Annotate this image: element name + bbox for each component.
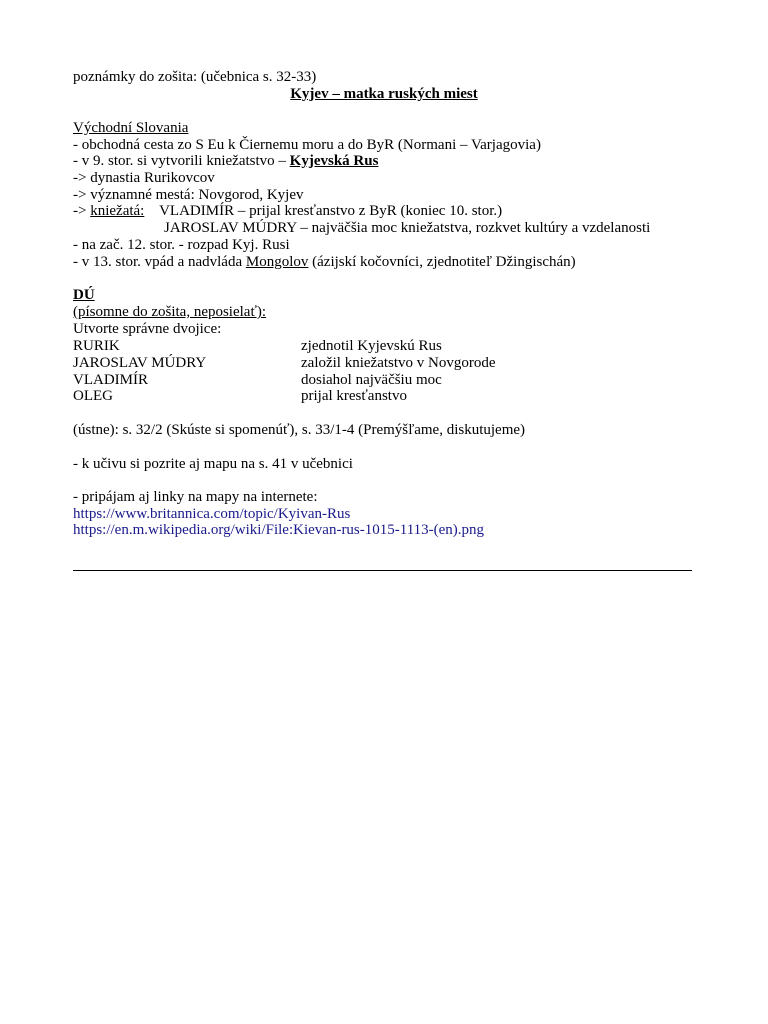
pair-left: VLADIMÍR — [73, 372, 148, 388]
pair-row — [73, 355, 496, 372]
note-text: - v 9. stor. si vytvorili kniežatstvo – — [73, 153, 290, 169]
highlight-term: Kyjevská Rus — [289, 153, 379, 169]
note-line-dynasty: -> dynastia Rurikovcov — [73, 170, 215, 186]
pair-left: OLEG — [73, 388, 113, 404]
pair-row — [73, 372, 442, 389]
britannica-link[interactable]: https://www.britannica.com/topic/Kyivan-Rus — [73, 506, 351, 522]
note-line-princes — [73, 203, 502, 220]
pair-left: JAROSLAV MÚDRY — [73, 355, 207, 371]
pair-right: zjednotil Kyjevskú Rus — [301, 338, 442, 354]
pair-right: dosiahol najväčšiu moc — [301, 372, 442, 388]
note-line-cities: -> významné mestá: Novgorod, Kyjev — [73, 187, 304, 203]
note-text: (ázijskí kočovníci, zjednotiteľ Džingischán) — [308, 254, 576, 270]
oral-task-line: (ústne): s. 32/2 (Skúste si spomenúť), s. 33/1-4 (Premýšľame, diskutujeme) — [73, 422, 526, 438]
note-text: VLADIMÍR – prijal kresťanstvo z ByR (koniec 10. stor.) — [144, 203, 503, 219]
homework-instruction: Utvorte správne dvojice: — [73, 321, 222, 337]
note-line-principality — [73, 153, 378, 170]
pair-left: RURIK — [73, 338, 120, 354]
note-text: - v 13. stor. vpád a nadvláda — [73, 254, 246, 270]
document-title: Kyjev – matka ruských miest — [290, 86, 478, 102]
note-text: -> — [73, 203, 91, 219]
pair-row — [73, 338, 442, 355]
underlined-term: Mongolov — [245, 254, 309, 270]
homework-subheading: (písomne do zošita, neposielať): — [73, 304, 267, 320]
links-intro-line: - pripájam aj linky na mapy na internete: — [73, 489, 318, 505]
note-line-mongols — [73, 254, 576, 271]
note-line-trade-route: - obchodná cesta zo S Eu k Čiernemu moru a do ByR (Normani – Varjagovia) — [73, 137, 541, 153]
pair-row — [73, 388, 407, 405]
section-heading: Východní Slovania — [73, 120, 189, 136]
map-note-line: - k učivu si pozrite aj mapu na s. 41 v učebnici — [73, 456, 353, 472]
pair-right: prijal kresťanstvo — [301, 388, 407, 404]
underlined-term: kniežatá: — [90, 203, 145, 219]
wikipedia-link[interactable]: https://en.m.wikipedia.org/wiki/File:Kievan-rus-1015-1113-(en).png — [73, 522, 485, 538]
homework-heading: DÚ — [73, 287, 95, 303]
intro-line: poznámky do zošita: (učebnica s. 32-33) — [73, 69, 317, 85]
note-line-decline: - na zač. 12. stor. - rozpad Kyj. Rusi — [73, 237, 290, 253]
note-line-jaroslav: JAROSLAV MÚDRY – najväčšia moc kniežatstva, rozkvet kultúry a vzdelanosti — [164, 220, 651, 236]
pair-right: založil kniežatstvo v Novgorode — [301, 355, 496, 371]
horizontal-rule — [73, 570, 692, 571]
